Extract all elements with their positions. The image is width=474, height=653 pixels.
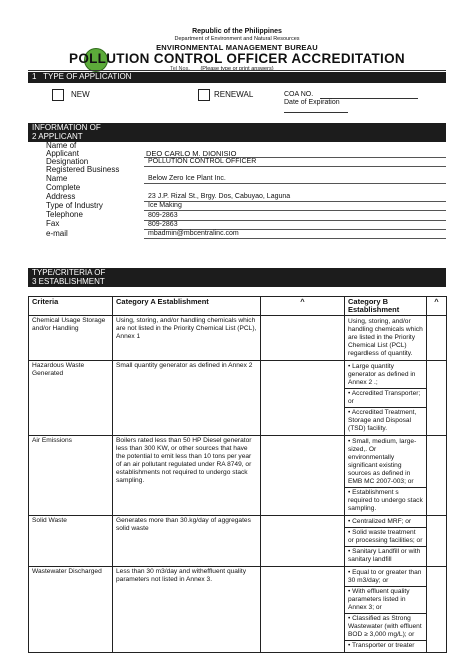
industry-value[interactable]: Ice Making bbox=[148, 202, 182, 209]
criteria-cell: Solid Waste bbox=[29, 516, 113, 567]
criteria-cell: Hazardous Waste Generated bbox=[29, 361, 113, 436]
category-b-cell bbox=[345, 567, 427, 653]
designation-line bbox=[144, 166, 446, 167]
category-b-header: Category B Establishment bbox=[345, 297, 427, 316]
fax-label: Fax bbox=[46, 219, 60, 228]
email-label: e-mail bbox=[46, 229, 68, 238]
check-a-cell[interactable] bbox=[261, 516, 345, 567]
category-a-header: Category A Establishment bbox=[113, 297, 261, 316]
address-label-1: Complete bbox=[46, 183, 81, 192]
check-b-cell[interactable] bbox=[427, 436, 447, 516]
business-value[interactable]: Below Zero Ice Plant Inc. bbox=[148, 175, 226, 182]
form-title: POLLUTION CONTROL OFFICER ACCREDITATION bbox=[69, 51, 405, 66]
fax-value[interactable]: 809-2863 bbox=[148, 221, 178, 228]
designation-value[interactable]: POLLUTION CONTROL OFFICER bbox=[148, 158, 257, 165]
section1-title: TYPE OF APPLICATION bbox=[43, 72, 132, 81]
industry-label: Type of Industry bbox=[46, 201, 103, 210]
expiration-label: Date of Expiration bbox=[284, 99, 340, 106]
category-b-item: • Accredited Treatment, Storage and Disposal (TSD) facility. bbox=[345, 407, 426, 434]
table-row bbox=[29, 436, 447, 516]
email-line bbox=[144, 238, 446, 239]
category-a-cell: Boilers rated less than 50 HP Diesel generator less than 300 KW, or other sources that have the potential to emit less than 10 tons per year of an air pollutant regulated under RA 8749, or establishments not required to undergo stack sampling. bbox=[113, 436, 261, 516]
tel-label: Tel Nos. bbox=[170, 66, 190, 72]
category-b-cell bbox=[345, 436, 427, 516]
check-b-header: ^ bbox=[427, 297, 447, 316]
check-a-cell[interactable] bbox=[261, 361, 345, 436]
category-b-cell bbox=[345, 316, 427, 361]
category-b-item: • With effluent quality parameters listed in Annex 3; or bbox=[345, 586, 426, 613]
renewal-label: RENEWAL bbox=[214, 90, 254, 99]
category-b-item: • Centralized MRF; or bbox=[348, 518, 412, 525]
section1-number: 1 bbox=[32, 72, 37, 81]
bureau-line: ENVIRONMENTAL MANAGEMENT BUREAU bbox=[156, 43, 318, 52]
name-label-2: Applicant bbox=[46, 149, 79, 158]
section1-bar bbox=[28, 72, 446, 83]
category-a-cell: Less than 30 m3/day and witheffluent quality parameters not listed in Annex 3. bbox=[113, 567, 261, 653]
category-b-item: Using, storing, and/or handling chemicals which are listed in the Priority Chemical List (PCL) regardless of quantity. bbox=[348, 318, 423, 357]
form-note: (Please type or print answers) bbox=[200, 66, 274, 72]
new-label: NEW bbox=[71, 90, 90, 99]
telephone-value[interactable]: 809-2863 bbox=[148, 212, 178, 219]
check-a-cell[interactable] bbox=[261, 316, 345, 361]
category-a-cell: Small quantity generator as defined in Annex 2 bbox=[113, 361, 261, 436]
category-b-cell bbox=[345, 516, 427, 567]
check-a-cell[interactable] bbox=[261, 567, 345, 653]
section2-title-1: INFORMATION OF bbox=[32, 123, 101, 132]
category-a-cell: Using, storing, and/or handling chemicals which are not listed in the Priority Chemical List (PCL), Annex 1 bbox=[113, 316, 261, 361]
criteria-header: Criteria bbox=[29, 297, 113, 316]
table-row bbox=[29, 567, 447, 653]
category-b-item: • Solid waste treatment or processing facilities; or bbox=[345, 527, 426, 546]
table-row bbox=[29, 361, 447, 436]
check-a-header: ^ bbox=[261, 297, 345, 316]
expiration-field[interactable] bbox=[284, 112, 348, 113]
business-label-2: Name bbox=[46, 174, 68, 183]
department-line: Department of Environment and Natural Resources bbox=[174, 36, 300, 42]
table-row bbox=[29, 316, 447, 361]
category-b-item: • Transporter or treater bbox=[345, 640, 426, 651]
telephone-label: Telephone bbox=[46, 210, 83, 219]
category-b-cell bbox=[345, 361, 427, 436]
telephone-line bbox=[144, 220, 446, 221]
category-a-cell: Generates more than 30.kg/day of aggregates solid waste bbox=[113, 516, 261, 567]
criteria-cell: Chemical Usage Storage and/or Handling bbox=[29, 316, 113, 361]
address-value[interactable]: 23 J.P. Rizal St., Brgy. Dos, Cabuyao, Laguna bbox=[148, 193, 291, 200]
criteria-cell: Wastewater Discharged bbox=[29, 567, 113, 653]
address-line bbox=[144, 201, 446, 202]
section3-title-2: 3 ESTABLISHMENT bbox=[32, 276, 105, 286]
new-checkbox[interactable] bbox=[52, 89, 64, 101]
check-b-cell[interactable] bbox=[427, 567, 447, 653]
category-b-item: • Sanitary Landfill or with sanitary landfill bbox=[345, 546, 426, 565]
section2-title-2: 2 APPLICANT bbox=[32, 131, 83, 141]
criteria-cell: Air Emissions bbox=[29, 436, 113, 516]
category-b-item: • Establishment s required to undergo stack sampling. bbox=[345, 487, 426, 514]
check-b-cell[interactable] bbox=[427, 516, 447, 567]
republic-line: Republic of the Philippines bbox=[192, 28, 282, 35]
category-b-item: • Equal to or greater than 30 m3/day; or bbox=[348, 569, 422, 584]
check-a-cell[interactable] bbox=[261, 436, 345, 516]
header-divider bbox=[28, 70, 446, 71]
table-row bbox=[29, 516, 447, 567]
category-b-item: • Accredited Transporter; or bbox=[345, 388, 426, 407]
section2-bar bbox=[28, 123, 446, 142]
section3-title-1: TYPE/CRITERIA OF bbox=[32, 268, 106, 277]
check-b-cell[interactable] bbox=[427, 316, 447, 361]
table-header-row bbox=[29, 297, 447, 316]
renewal-checkbox[interactable] bbox=[198, 89, 210, 101]
check-b-cell[interactable] bbox=[427, 361, 447, 436]
business-line bbox=[144, 183, 446, 184]
section3-bar bbox=[28, 268, 446, 287]
industry-line bbox=[144, 210, 446, 211]
name-value[interactable]: DEO CARLO M. DIONISIO bbox=[146, 149, 237, 158]
address-label-2: Address bbox=[46, 192, 76, 201]
criteria-table bbox=[28, 296, 447, 653]
category-b-item: • Small, medium, large-sized,. Or environmentally significant existing sources as defined in EMB MC 2007-003; or bbox=[348, 438, 417, 485]
name-label-1: Name of bbox=[46, 141, 77, 150]
coa-label: COA NO. bbox=[284, 91, 314, 98]
category-b-item: • Classified as Strong Wastewater (with effluent BOD ≥ 3,000 mg/L); or bbox=[345, 613, 426, 640]
email-value[interactable]: mbadmin@mbcentralinc.com bbox=[148, 230, 239, 237]
category-b-item: • Large quantity generator as defined in Annex 2 .; bbox=[348, 363, 416, 386]
designation-label: Designation bbox=[46, 157, 89, 166]
business-label-1: Registered Business bbox=[46, 165, 120, 174]
